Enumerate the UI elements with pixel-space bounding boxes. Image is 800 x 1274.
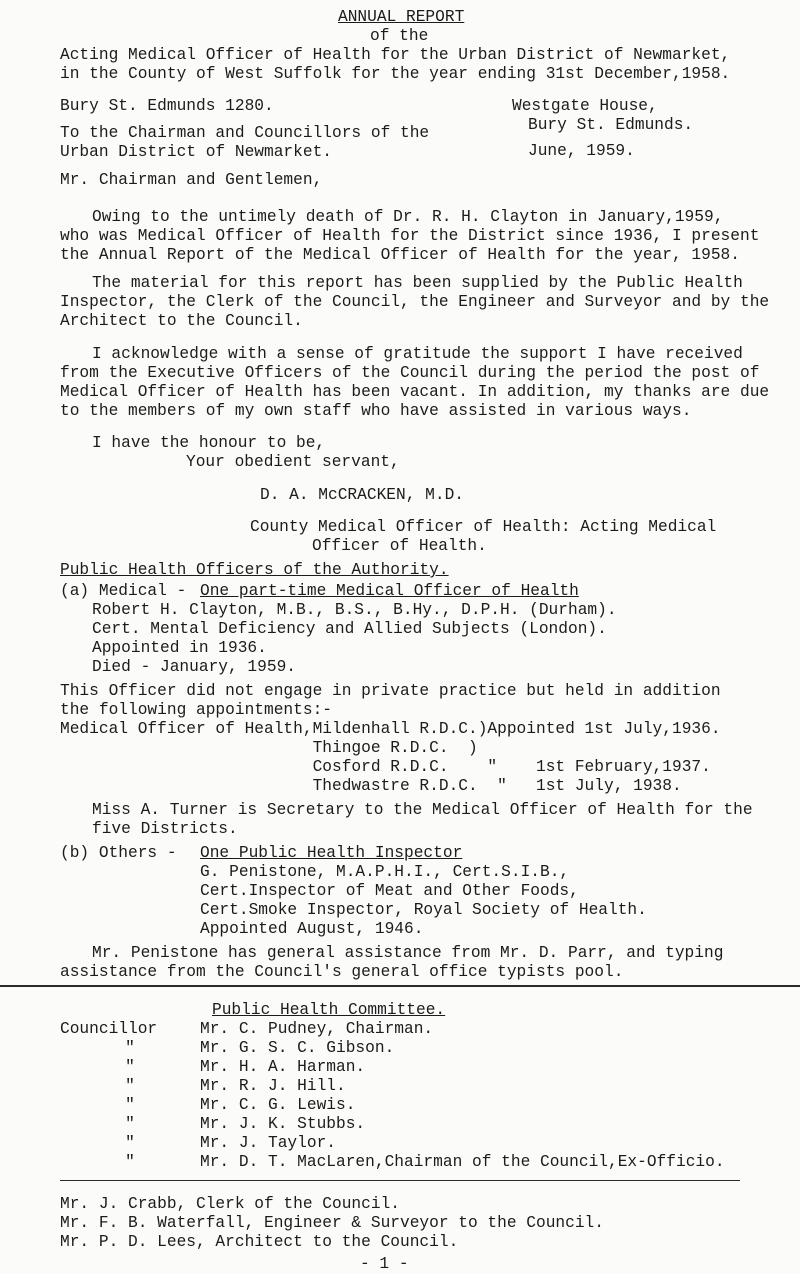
salutation: Mr. Chairman and Gentlemen,	[60, 171, 323, 189]
committee-member-prefix: "	[125, 1115, 135, 1133]
assistance-line2: assistance from the Council's general office typists pool.	[60, 963, 624, 981]
committee-member-prefix: "	[125, 1058, 135, 1076]
medical-line3: Appointed in 1936.	[92, 639, 267, 657]
paragraph-2-line3: Architect to the Council.	[60, 312, 303, 330]
medical-line1: Robert H. Clayton, M.B., B.S., B.Hy., D.P.H. (Durham).	[92, 601, 617, 619]
officer-note-line2: the following appointments:-	[60, 701, 332, 719]
appointment-line3: Cosford R.D.C. " 1st February,1937.	[60, 758, 711, 776]
report-title: ANNUAL REPORT	[338, 8, 465, 26]
report-subtitle-line2: in the County of West Suffolk for the year ending 31st December,1958.	[60, 65, 731, 83]
signature: D. A. McCRACKEN, M.D.	[260, 486, 464, 504]
committee-member	[60, 1134, 336, 1153]
secretary-line2: five Districts.	[92, 820, 238, 838]
inspector-line2: Cert.Inspector of Meat and Other Foods,	[200, 882, 579, 900]
page-number: - 1 -	[360, 1255, 409, 1273]
signatory-role-line1: County Medical Officer of Health: Acting Medical	[250, 518, 717, 536]
committee-member-name: Mr. J. K. Stubbs.	[200, 1115, 366, 1133]
committee-member	[60, 1153, 725, 1172]
paragraph-1-line2: who was Medical Officer of Health for the District since 1936, I present	[60, 227, 760, 245]
paragraph-3-line1: I acknowledge with a sense of gratitude the support I have received	[92, 345, 743, 363]
address-line1: Westgate House,	[512, 97, 658, 115]
officer-note-line1: This Officer did not engage in private practice but held in addition	[60, 682, 721, 700]
committee-member-name: Mr. G. S. C. Gibson.	[200, 1039, 395, 1057]
report-title-of: of the	[370, 27, 429, 45]
inspector-line4: Appointed August, 1946.	[200, 920, 424, 938]
secretary-line1: Miss A. Turner is Secretary to the Medical Officer of Health for the	[92, 801, 753, 819]
committee-member-name: Mr. D. T. MacLaren,Chairman of the Council,Ex-Officio.	[200, 1153, 725, 1171]
inspector-line3: Cert.Smoke Inspector, Royal Society of Health.	[200, 901, 647, 919]
medical-title: One part-time Medical Officer of Health	[200, 582, 579, 600]
committee-member-prefix: Councillor	[60, 1020, 158, 1038]
addressee-line1: To the Chairman and Councillors of the	[60, 124, 430, 142]
committee-member-prefix: "	[125, 1039, 135, 1057]
paragraph-2-line1: The material for this report has been supplied by the Public Health	[92, 274, 743, 292]
committee-member	[60, 1115, 365, 1134]
staff-clerk: Mr. J. Crabb, Clerk of the Council.	[60, 1195, 400, 1213]
committee-member-prefix: "	[125, 1134, 135, 1152]
appointment-line1: Medical Officer of Health,Mildenhall R.D.C.)Appointed 1st July,1936.	[60, 720, 721, 738]
committee-member-prefix: "	[125, 1077, 135, 1095]
staff-divider	[60, 1180, 740, 1181]
officers-heading: Public Health Officers of the Authority.	[60, 561, 449, 579]
paragraph-3-line3: Medical Officer of Health has been vacant. In addition, my thanks are due	[60, 383, 770, 401]
medical-line2: Cert. Mental Deficiency and Allied Subjects (London).	[92, 620, 607, 638]
appointment-line2: Thingoe R.D.C. )	[60, 739, 478, 757]
addressee-line2: Urban District of Newmarket.	[60, 143, 332, 161]
committee-member	[60, 1039, 394, 1058]
staff-engineer: Mr. F. B. Waterfall, Engineer & Surveyor to the Council.	[60, 1214, 604, 1232]
committee-member-name: Mr. C. Pudney, Chairman.	[200, 1020, 434, 1038]
others-label: (b) Others -	[60, 844, 177, 862]
committee-member	[60, 1077, 346, 1096]
committee-member-prefix: "	[125, 1096, 135, 1114]
closing-line1: I have the honour to be,	[92, 434, 326, 452]
committee-member	[60, 1058, 365, 1077]
others-title: One Public Health Inspector	[200, 844, 463, 862]
committee-heading: Public Health Committee.	[212, 1001, 446, 1019]
closing-line2: Your obedient servant,	[186, 453, 400, 471]
paragraph-3-line2: from the Executive Officers of the Council during the period the post of	[60, 364, 760, 382]
medical-line4: Died - January, 1959.	[92, 658, 296, 676]
committee-member	[60, 1096, 355, 1115]
paragraph-2-line2: Inspector, the Clerk of the Council, the Engineer and Surveyor and by the	[60, 293, 770, 311]
section-divider	[0, 985, 800, 987]
report-subtitle-line1: Acting Medical Officer of Health for the Urban District of Newmarket,	[60, 46, 731, 64]
report-date: June, 1959.	[528, 142, 635, 160]
paragraph-3-line4: to the members of my own staff who have assisted in various ways.	[60, 402, 692, 420]
committee-member-name: Mr. R. J. Hill.	[200, 1077, 346, 1095]
committee-member-name: Mr. C. G. Lewis.	[200, 1096, 356, 1114]
address-line2: Bury St. Edmunds.	[528, 116, 694, 134]
signatory-role-line2: Officer of Health.	[312, 537, 487, 555]
assistance-line1: Mr. Penistone has general assistance from Mr. D. Parr, and typing	[92, 944, 724, 962]
paragraph-1-line3: the Annual Report of the Medical Officer of Health for the year, 1958.	[60, 246, 740, 264]
committee-member	[60, 1020, 433, 1039]
phone-line: Bury St. Edmunds 1280.	[60, 97, 274, 115]
medical-label: (a) Medical -	[60, 582, 187, 600]
inspector-line1: G. Penistone, M.A.P.H.I., Cert.S.I.B.,	[200, 863, 570, 881]
committee-member-name: Mr. H. A. Harman.	[200, 1058, 366, 1076]
committee-member-prefix: "	[125, 1153, 135, 1171]
committee-member-name: Mr. J. Taylor.	[200, 1134, 336, 1152]
appointment-line4: Thedwastre R.D.C. " 1st July, 1938.	[60, 777, 682, 795]
paragraph-1-line1: Owing to the untimely death of Dr. R. H. Clayton in January,1959,	[92, 208, 724, 226]
staff-architect: Mr. P. D. Lees, Architect to the Council.	[60, 1233, 459, 1251]
